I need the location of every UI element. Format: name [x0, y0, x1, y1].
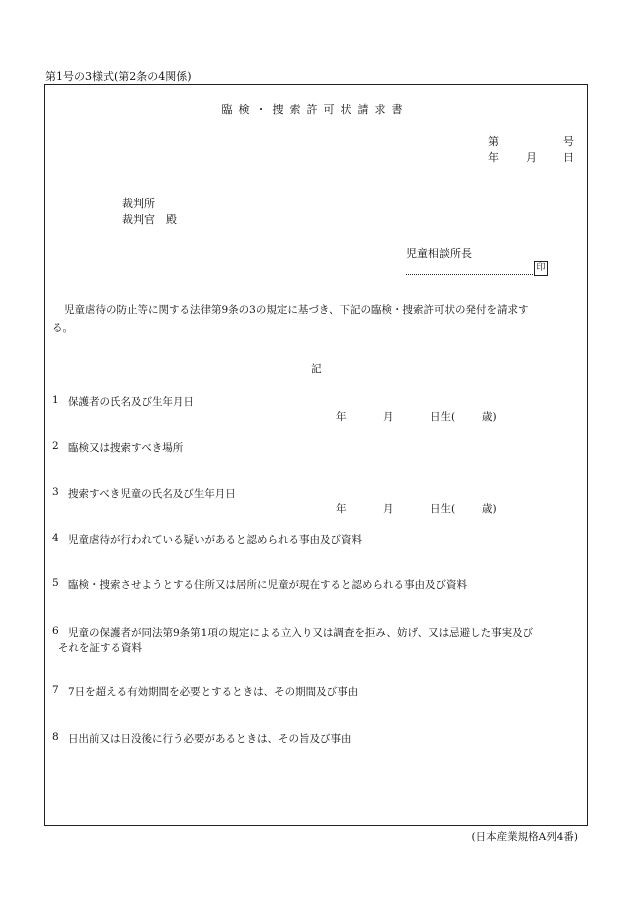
date-year: 年 — [488, 151, 499, 164]
item-1-text: 保護者の氏名及び生年月日 — [68, 396, 194, 408]
item-3-birth-month: 月 — [383, 503, 394, 515]
item-1-number: 1 — [52, 394, 59, 406]
item-7-text: 7日を超える有効期間を必要とするときは、その期間及び事由 — [68, 686, 359, 698]
doc-number-go: 号 — [563, 135, 574, 148]
item-6-text: 児童の保護者が同法第9条第1項の規定による立入り又は調査を拒み、妨げ、又は忌避した事実及び — [68, 627, 534, 639]
form-reference: 第1号の3様式(第2条の4関係) — [45, 70, 192, 83]
seal-mark: 印 — [534, 261, 548, 276]
intro-line-1: 児童虐待の防止等に関する法律第9条の3の規定に基づき、下記の臨検・捜索許可状の発付を請求す — [64, 304, 529, 316]
document-title: 臨検・捜索許可状請求書 — [221, 103, 409, 116]
item-5-number: 5 — [52, 577, 59, 589]
item-3-birth-year: 年 — [336, 503, 347, 515]
item-6-number: 6 — [52, 625, 59, 637]
paper-standard-note: (日本産業規格A列4番) — [471, 831, 578, 843]
item-3-age: 歳) — [482, 503, 497, 515]
requester-title: 児童相談所長 — [406, 247, 472, 260]
item-8-number: 8 — [52, 731, 59, 743]
item-4-text: 児童虐待が行われている疑いがあると認められる事由及び資料 — [68, 534, 362, 546]
court-name: 裁判所 — [122, 197, 155, 210]
intro-line-2: る。 — [52, 322, 73, 334]
item-2-number: 2 — [52, 440, 59, 452]
ki-heading: 記 — [311, 363, 322, 375]
item-5-text: 臨検・捜索させようとする住所又は居所に児童が現在すると認められる事由及び資料 — [68, 579, 467, 591]
item-3-text: 捜索すべき児童の氏名及び生年月日 — [68, 488, 236, 500]
item-3-birth-day: 日生( — [430, 503, 456, 515]
item-1-birth-day: 日生( — [430, 411, 456, 423]
date-month: 月 — [526, 151, 537, 164]
item-1-age: 歳) — [482, 411, 497, 423]
item-8-text: 日出前又は日没後に行う必要があるときは、その旨及び事由 — [68, 733, 352, 745]
item-2-text: 臨検又は捜索すべき場所 — [68, 442, 184, 454]
doc-number-dai: 第 — [488, 135, 499, 148]
item-6-text-cont: それを証する資料 — [58, 642, 142, 654]
item-7-number: 7 — [52, 684, 59, 696]
item-1-birth-year: 年 — [336, 411, 347, 423]
judge-addressee: 裁判官 殿 — [122, 213, 177, 226]
signature-line — [406, 262, 533, 275]
item-1-birth-month: 月 — [383, 411, 394, 423]
item-4-number: 4 — [52, 532, 59, 544]
date-day: 日 — [563, 151, 574, 164]
item-3-number: 3 — [52, 486, 59, 498]
